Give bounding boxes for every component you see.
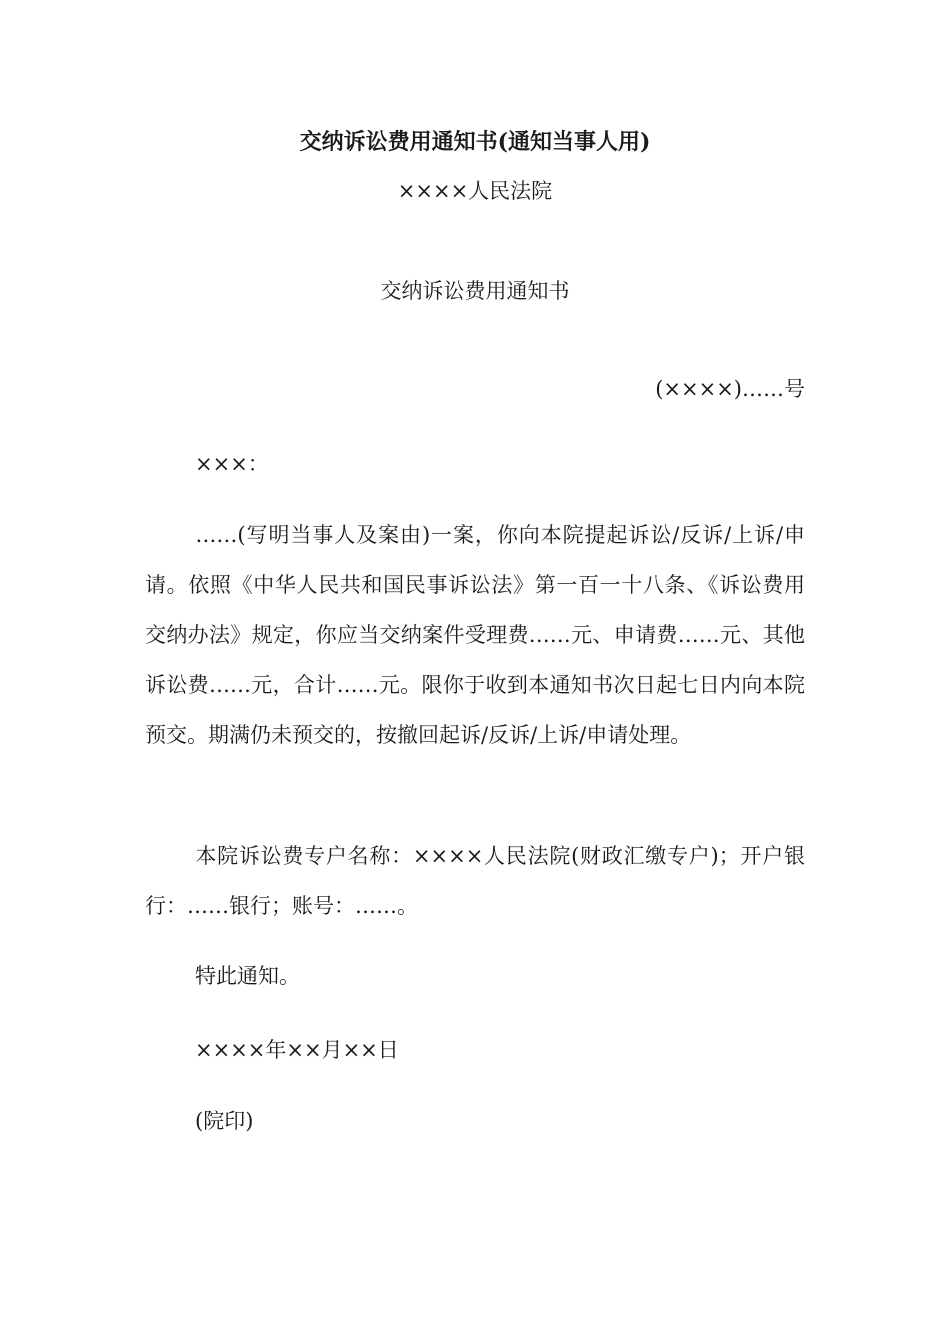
court-name: ××××人民法院 <box>397 179 553 203</box>
addressee: ×××： <box>195 452 269 476</box>
account-paragraph: 本院诉讼费专户名称：××××人民法院(财政汇缴专户)；开户银行：……银行；账号：……。 <box>145 844 805 918</box>
body-paragraph: ……(写明当事人及案由)一案，你向本院提起诉讼/反诉/上诉/申请。依照《中华人民共和国民事诉讼法》第一百一十八条、《诉讼费用交纳办法》规定，你应当交纳案件受理费……元、申请费……元、其他诉讼费……元，合计……元。限你于收到本通知书次日起七日内向本院预交。期满仍未预交的，按撤回起诉/反诉/上诉/申请处理。 <box>145 523 805 747</box>
notice-name: 交纳诉讼费用通知书 <box>380 279 570 303</box>
case-number: (××××)……号 <box>655 377 805 401</box>
issue-date: ××××年××月××日 <box>195 1038 399 1062</box>
closing-text: 特此通知。 <box>195 964 300 988</box>
court-seal-placeholder: (院印) <box>195 1109 254 1133</box>
document-title: 交纳诉讼费用通知书(通知当事人用) <box>299 129 651 155</box>
